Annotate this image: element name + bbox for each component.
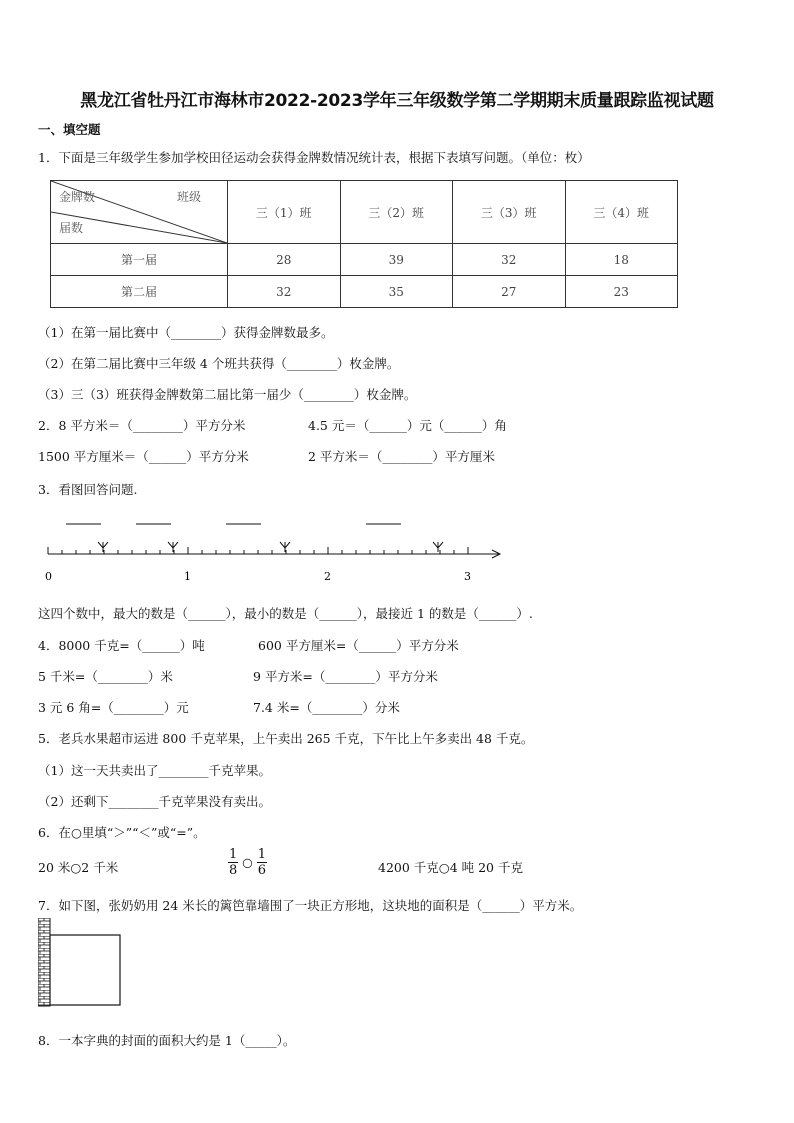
tick-label: 2 — [324, 570, 331, 583]
tick-label: 1 — [184, 570, 191, 583]
row-label: 第一届 — [51, 244, 228, 276]
table-header-row — [51, 181, 678, 244]
question-2-a: 2．8 平方米＝（________）平方分米 — [38, 418, 246, 433]
square-plot — [50, 935, 120, 1005]
question-7-stem: 7．如下图，张奶奶用 24 米长的篱笆靠墙围了一块正方形地，这块地的面积是（______）平方米。 — [38, 898, 583, 913]
number-line — [38, 508, 508, 588]
row-label: 第二届 — [51, 276, 228, 308]
table-cell: 18 — [565, 244, 678, 276]
fraction-numerator: 1 — [257, 847, 267, 862]
question-6-b — [228, 847, 267, 878]
column-header: 三（3）班 — [453, 181, 566, 244]
question-6-a: 20 米○2 千米 — [38, 860, 119, 875]
down-arrow-icon — [280, 542, 290, 552]
question-4-f: 7.4 米=（________）分米 — [253, 700, 400, 715]
table-cell: 23 — [565, 276, 678, 308]
fraction-left — [228, 847, 238, 878]
question-6-stem: 6．在○里填“＞”“＜”或“=”。 — [38, 825, 206, 840]
question-3-question: 这四个数中，最大的数是（______），最小的数是（______），最接近 1 的数是（______）. — [38, 606, 533, 621]
question-3-stem: 3．看图回答问题. — [38, 482, 138, 497]
column-header: 三（4）班 — [565, 181, 678, 244]
column-header: 三（2）班 — [340, 181, 453, 244]
question-6-c: 4200 千克○4 吨 20 千克 — [378, 860, 523, 875]
table-cell: 32 — [453, 244, 566, 276]
column-header: 三（1）班 — [228, 181, 341, 244]
fraction-denominator: 6 — [257, 863, 267, 878]
question-1-sub-1: （1）在第一届比赛中（________）获得金牌数最多。 — [38, 325, 334, 340]
question-5-stem: 5．老兵水果超市运进 800 千克苹果，上午卖出 265 千克，下午比上午多卖出 48 千克。 — [38, 731, 534, 746]
table-cell: 27 — [453, 276, 566, 308]
compare-circle: ○ — [242, 855, 253, 870]
tick-label: 0 — [45, 570, 52, 583]
corner-label-class: 班级 — [177, 190, 202, 204]
fraction-denominator: 8 — [229, 863, 238, 878]
question-5-sub-1: （1）这一天共卖出了________千克苹果。 — [38, 763, 271, 778]
question-5-sub-2: （2）还剩下________千克苹果没有卖出。 — [38, 794, 271, 809]
pointer-arrows — [98, 542, 443, 552]
brick-wall — [38, 918, 50, 1006]
question-4-a: 4．8000 千克=（______）吨 — [38, 638, 205, 653]
corner-label-medals: 金牌数 — [59, 190, 96, 204]
down-arrow-icon — [168, 542, 178, 552]
corner-label-session: 届数 — [59, 221, 84, 235]
page-title: 黑龙江省牡丹江市海林市2022-2023学年三年级数学第二学期期末质量跟踪监视试题 — [80, 91, 714, 111]
question-8-stem: 8．一本字典的封面的面积大约是 1（_____）。 — [38, 1033, 296, 1048]
fraction-right — [257, 847, 267, 878]
section-heading: 一、填空题 — [38, 122, 101, 137]
table-cell: 35 — [340, 276, 453, 308]
question-4-c: 5 千米=（________）米 — [38, 669, 173, 684]
question-2-c: 1500 平方厘米＝（______）平方分米 — [38, 449, 249, 464]
question-1-sub-2: （2）在第二届比赛中三年级 4 个班共获得（________）枚金牌。 — [38, 356, 400, 371]
down-arrow-icon — [433, 542, 443, 552]
question-4-d: 9 平方米=（________）平方分米 — [253, 669, 438, 684]
down-arrow-icon — [98, 542, 108, 552]
table-row — [51, 276, 678, 308]
question-1-sub-3: （3）三（3）班获得金牌数第二届比第一届少（________）枚金牌。 — [38, 387, 417, 402]
question-4-e: 3 元 6 角=（________）元 — [38, 700, 189, 715]
wall-square-figure — [38, 918, 128, 1008]
table-cell: 32 — [228, 276, 341, 308]
question-1-stem: 1．下面是三年级学生参加学校田径运动会获得金牌数情况统计表，根据下表填写问题。（单位：枚） — [38, 150, 590, 165]
table-cell: 39 — [340, 244, 453, 276]
question-4-b: 600 平方厘米=（______）平方分米 — [258, 638, 459, 653]
tick-marks — [48, 547, 468, 554]
medal-table — [50, 180, 678, 308]
table-row — [51, 244, 678, 276]
diagonal-header-cell — [51, 181, 228, 244]
tick-label: 3 — [464, 570, 471, 583]
fraction-numerator: 1 — [229, 847, 238, 862]
question-2-b: 4.5 元＝（______）元（______）角 — [308, 418, 507, 433]
table-cell: 28 — [228, 244, 341, 276]
question-2-d: 2 平方米＝（________）平方厘米 — [308, 449, 495, 464]
